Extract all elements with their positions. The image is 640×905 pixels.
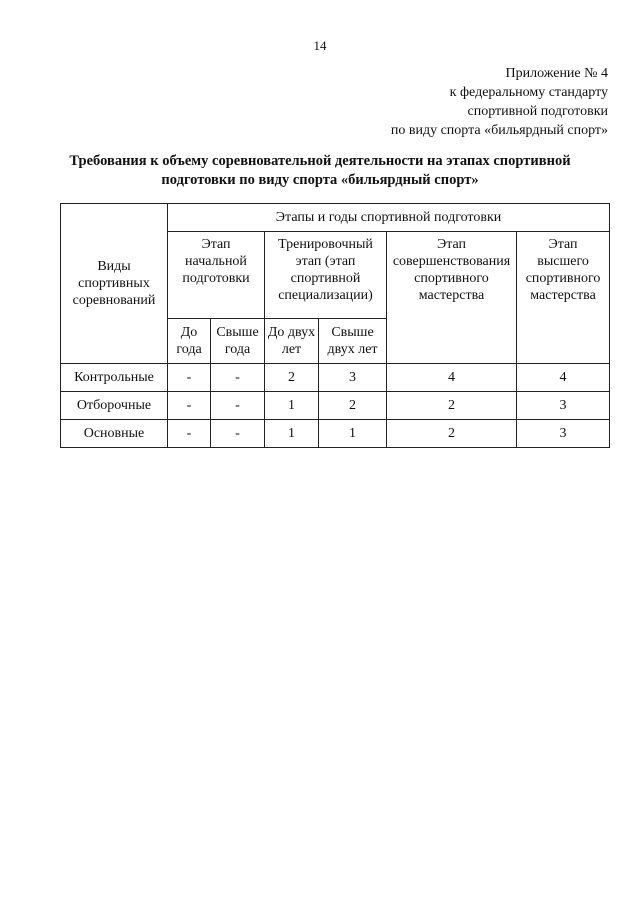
table-cell: - <box>168 420 211 448</box>
header-line: Виды <box>97 259 131 274</box>
header-line: спортивного <box>525 271 601 286</box>
header-line: До <box>180 325 198 340</box>
header-line: этап (этап <box>295 254 356 269</box>
header-line: спортивного <box>414 271 489 286</box>
header-line: начальной <box>185 254 247 269</box>
header-line: специализации) <box>278 288 373 303</box>
table-row <box>61 392 610 420</box>
title-line: подготовки по виду спорта «бильярдный спорт» <box>161 172 479 188</box>
table-cell: 4 <box>387 364 517 392</box>
table-cell: 1 <box>265 392 319 420</box>
subheader-over-year <box>211 319 265 364</box>
table-cell: 3 <box>319 364 387 392</box>
header-line: года <box>224 342 251 357</box>
table-cell: - <box>211 364 265 392</box>
stage-training-header <box>265 232 387 319</box>
table-cell: - <box>211 420 265 448</box>
subheader-over-two-years <box>319 319 387 364</box>
table-cell: - <box>168 364 211 392</box>
table-cell: 2 <box>319 392 387 420</box>
header-line: Свыше <box>331 325 374 340</box>
stage-initial-header <box>168 232 265 319</box>
competition-kind-header <box>61 204 168 364</box>
header-line: Этап <box>436 237 467 252</box>
row-kind-label: Отборочные <box>61 392 168 420</box>
table-row <box>61 420 610 448</box>
subheader-up-to-year <box>168 319 211 364</box>
header-line: Тренировочный <box>278 237 373 252</box>
row-kind-label: Основные <box>61 420 168 448</box>
table-row <box>61 364 610 392</box>
header-line: лет <box>281 342 302 357</box>
stages-header: Этапы и годы спортивной подготовки <box>168 204 610 232</box>
header-line: Этап <box>548 237 578 252</box>
header-line: подготовки <box>182 271 250 286</box>
stage-highest-header <box>517 232 610 364</box>
header-line: спортивных <box>78 276 150 291</box>
row-kind-label: Контрольные <box>61 364 168 392</box>
table-cell: 2 <box>387 392 517 420</box>
appendix-line: Приложение № 4 <box>505 66 608 81</box>
table-cell: 1 <box>265 420 319 448</box>
appendix-line: спортивной подготовки <box>467 104 608 119</box>
header-line: года <box>176 342 202 357</box>
stage-improvement-header <box>387 232 517 364</box>
header-line: мастерства <box>530 288 596 303</box>
table-cell: - <box>168 392 211 420</box>
header-line: двух лет <box>327 342 378 357</box>
header-line: мастерства <box>418 288 485 303</box>
document-title <box>40 152 600 190</box>
appendix-block <box>391 64 608 140</box>
table-cell: - <box>211 392 265 420</box>
appendix-line: по виду спорта «бильярдный спорт» <box>390 123 608 138</box>
header-line: спортивной <box>290 271 361 286</box>
table-cell: 1 <box>319 420 387 448</box>
table-cell: 2 <box>387 420 517 448</box>
header-line: Этап <box>201 237 231 252</box>
table-cell: 4 <box>517 364 610 392</box>
appendix-line: к федеральному стандарту <box>449 85 608 100</box>
subheader-up-to-two-years <box>265 319 319 364</box>
table-cell: 2 <box>265 364 319 392</box>
header-line: Свыше <box>216 325 259 340</box>
title-line: Требования к объему соревновательной деятельности на этапах спортивной <box>69 153 571 169</box>
requirements-table <box>60 203 610 448</box>
header-line: высшего <box>537 254 589 269</box>
header-line: совершенствования <box>392 254 511 269</box>
table-cell: 3 <box>517 392 610 420</box>
header-line: соревнований <box>72 293 156 308</box>
table-cell: 3 <box>517 420 610 448</box>
header-line: До двух <box>267 325 316 340</box>
page-number: 14 <box>313 38 327 53</box>
